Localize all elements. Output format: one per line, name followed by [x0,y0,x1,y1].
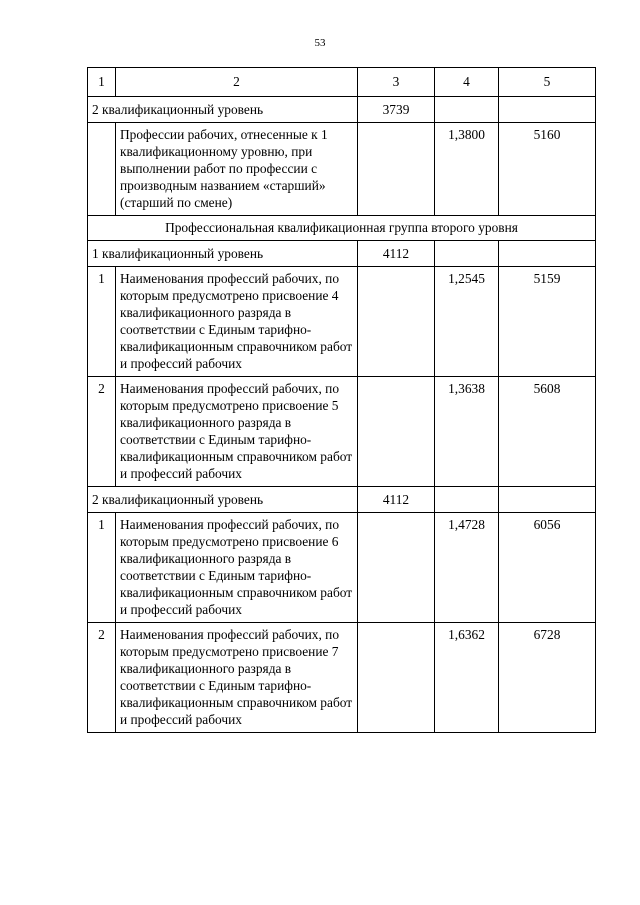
base-salary-cell [358,377,435,487]
table-row [88,123,596,216]
profession-description: Наименования профессий рабочих, по которым предусмотрено присвоение 5 квалификационного разряда в соответствии с Единым тарифно-квалификационным справочником работ и профессий рабочих [116,377,358,487]
profession-description: Наименования профессий рабочих, по которым предусмотрено присвоение 4 квалификационного разряда в соответствии с Единым тарифно-квалификационным справочником работ и профессий рабочих [116,267,358,377]
qualification-group-row [88,216,596,241]
salary-cell [499,241,596,267]
header-cell: 5 [499,68,596,97]
row-number: 1 [88,513,116,623]
table-row [88,377,596,487]
qualification-group-title: Профессиональная квалификационная группа второго уровня [88,216,596,241]
profession-description: Наименования профессий рабочих, по которым предусмотрено присвоение 6 квалификационного разряда в соответствии с Единым тарифно-квалификационным справочником работ и профессий рабочих [116,513,358,623]
level-label: 2 квалификационный уровень [88,487,358,513]
header-cell: 1 [88,68,116,97]
salary-cell: 6056 [499,513,596,623]
table-header-row [88,68,596,97]
coefficient-cell: 1,3638 [435,377,499,487]
base-salary-cell [358,123,435,216]
header-cell: 4 [435,68,499,97]
header-cell: 3 [358,68,435,97]
header-cell: 2 [116,68,358,97]
base-salary-cell [358,623,435,733]
table-row [88,267,596,377]
level-base-salary: 4112 [358,487,435,513]
table-row [88,513,596,623]
coefficient-cell: 1,4728 [435,513,499,623]
level-base-salary: 4112 [358,241,435,267]
salary-cell [499,487,596,513]
profession-description: Профессии рабочих, отнесенные к 1 квалификационному уровню, при выполнении работ по профессии с производным названием «старший» (старший по смене) [116,123,358,216]
salary-cell: 6728 [499,623,596,733]
row-number: 2 [88,377,116,487]
salary-table [87,67,596,733]
level-base-salary: 3739 [358,97,435,123]
page-number: 53 [314,37,326,49]
salary-cell: 5159 [499,267,596,377]
qualification-level-row [88,97,596,123]
base-salary-cell [358,267,435,377]
coefficient-cell: 1,6362 [435,623,499,733]
coefficient-cell: 1,2545 [435,267,499,377]
row-number: 1 [88,267,116,377]
coefficient-cell: 1,3800 [435,123,499,216]
qualification-level-row [88,241,596,267]
salary-cell [499,97,596,123]
salary-cell: 5608 [499,377,596,487]
coefficient-cell [435,97,499,123]
coefficient-cell [435,487,499,513]
profession-description: Наименования профессий рабочих, по которым предусмотрено присвоение 7 квалификационного разряда в соответствии с Единым тарифно-квалификационным справочником работ и профессий рабочих [116,623,358,733]
level-label: 2 квалификационный уровень [88,97,358,123]
coefficient-cell [435,241,499,267]
qualification-level-row [88,487,596,513]
salary-cell: 5160 [499,123,596,216]
base-salary-cell [358,513,435,623]
row-number [88,123,116,216]
table-row [88,623,596,733]
row-number: 2 [88,623,116,733]
level-label: 1 квалификационный уровень [88,241,358,267]
